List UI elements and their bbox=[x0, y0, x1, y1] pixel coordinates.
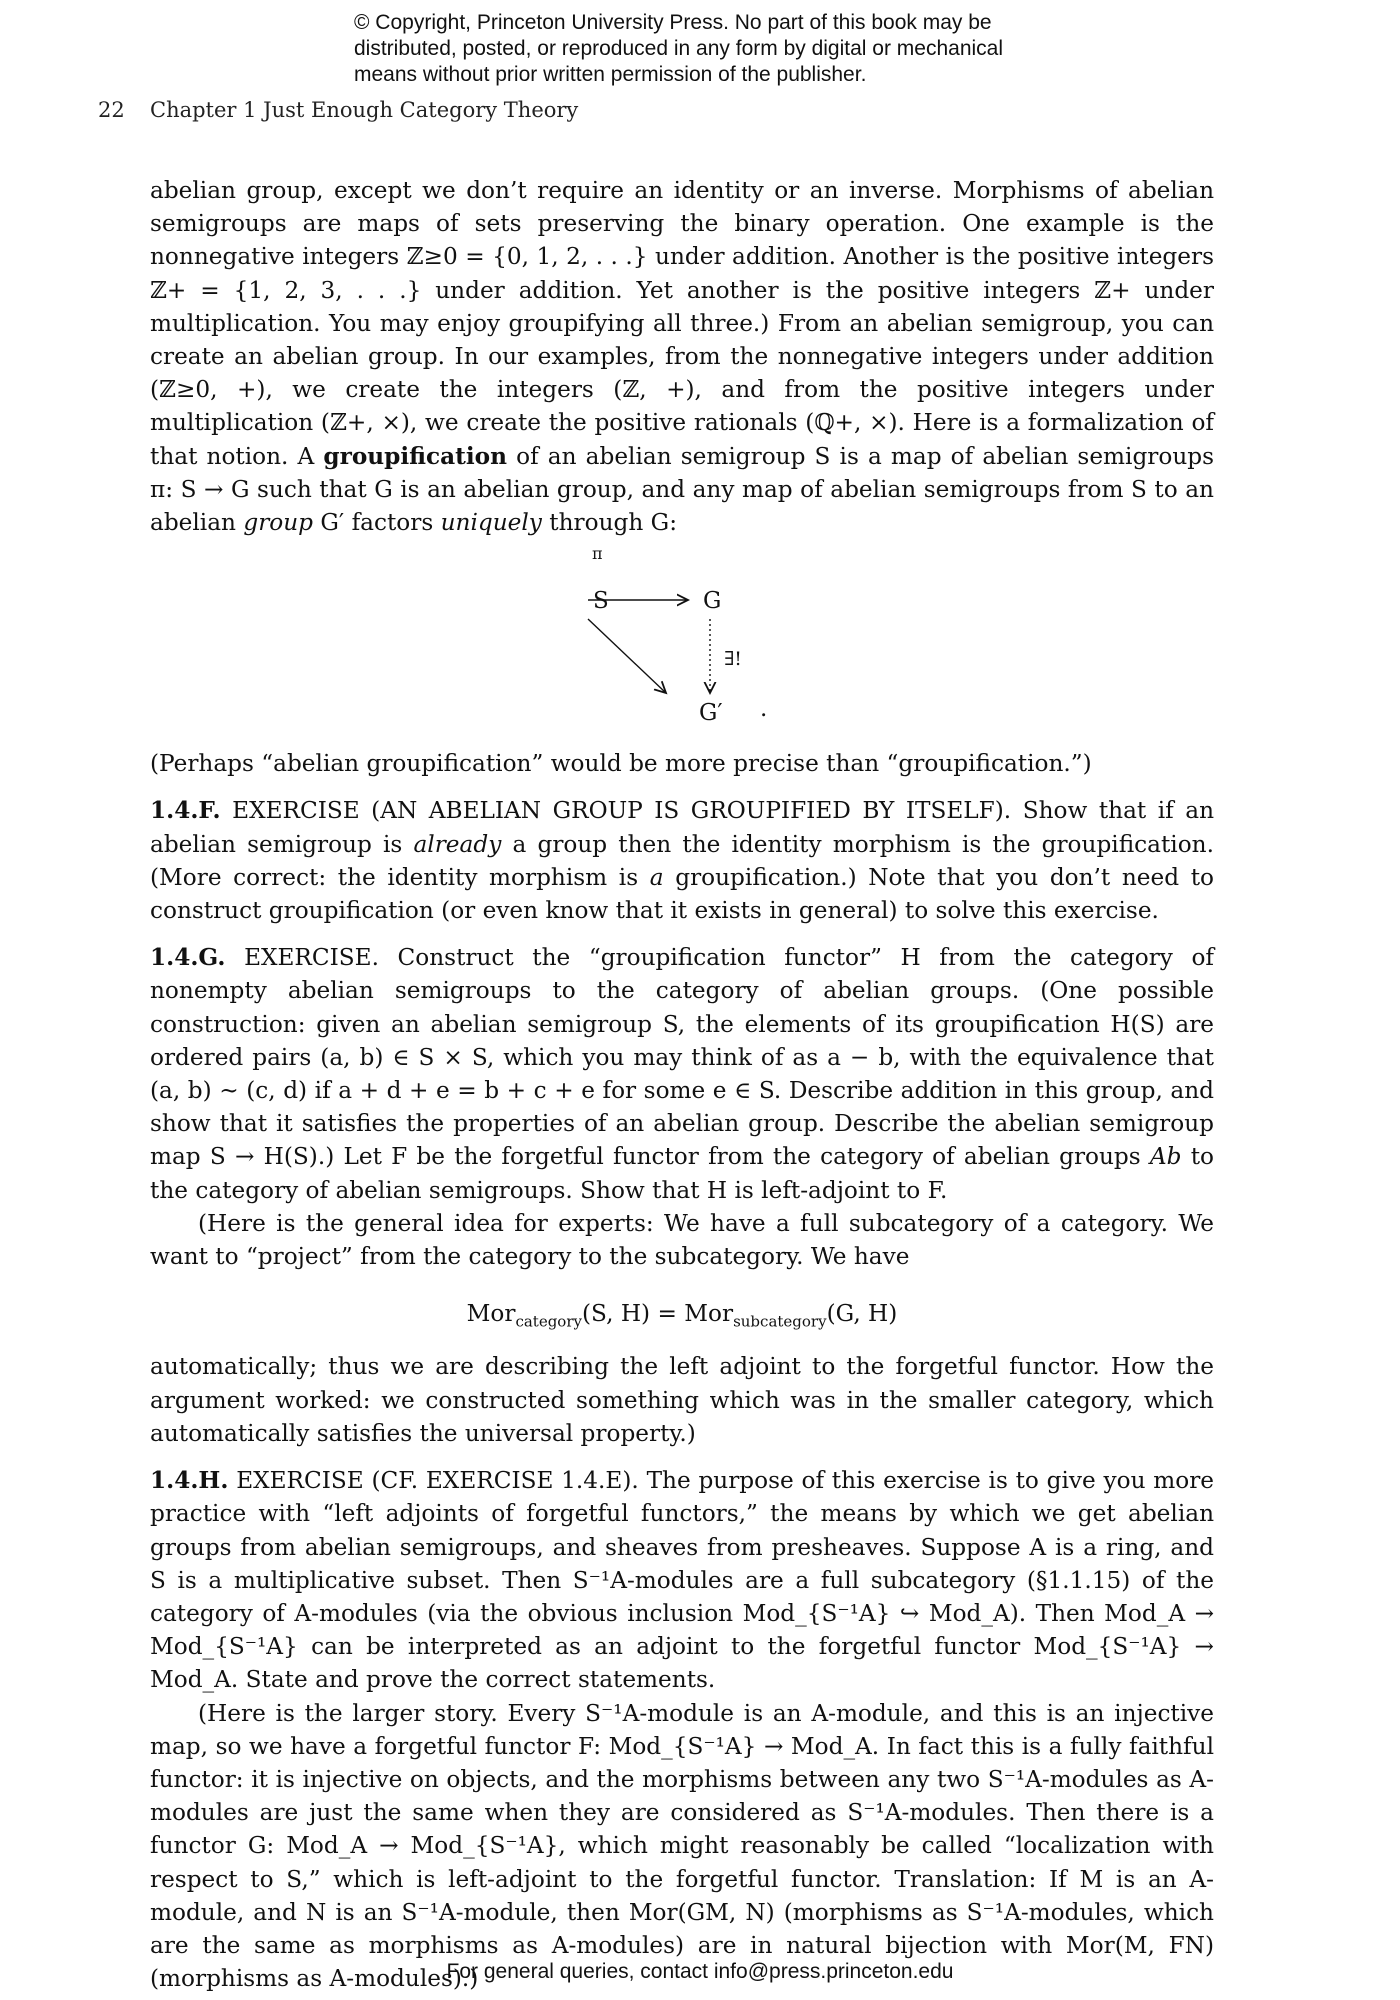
exercise-1-4-F bbox=[150, 794, 1214, 927]
eq-mor: Mor bbox=[466, 1300, 516, 1328]
diagram-arrows bbox=[150, 543, 1214, 739]
para1-text-b: of an abelian semigroup S is a map of abelian semigroups π: S → G such that G is an abelian group, and any map of abelian semigroups from S to an abelian bbox=[150, 442, 1215, 537]
exercise-text: The purpose of this exercise is to give you more practice with “left adjoints of forgetful functors,” the means by which we get abelian groups from abelian semigroups, and sheaves from presheaves. Suppose A is a ring, and S is a multiplicative subset. Then S⁻¹A-modules are a full subcategory (§1.1.15) of the category of A-modules (via the obvious inclusion Mod_{S⁻¹A} ↪ Mod_A). Then Mod_A → Mod_{S⁻¹A} can be interpreted as an adjoint to the forgetful functor Mod_{S⁻¹A} → Mod_A. State and prove the correct statements. bbox=[150, 1467, 1215, 1694]
eq-args: (S, H) = bbox=[581, 1300, 685, 1328]
paragraph-larger-story: (Here is the larger story. Every S⁻¹A-module is an A-module, and this is an injective map, so we have a forgetful functor F: Mod_{S⁻¹A} → Mod_A. In fact this is a fully faithful functor: it is injective on objects, and the morphisms between any two S⁻¹A-modules as A-modules are just the same when they are considered as S⁻¹A-modules. Then there is a functor G: Mod_A → Mod_{S⁻¹A}, which might reasonably be called “localization with respect to S,” which is left-adjoint to the forgetful functor. Translation: If M is an A-module, and N is an S⁻¹A-module, then Mor(GM, N) (morphisms as S⁻¹A-modules, which are the same as morphisms as A-modules) are in natural bijection with Mor(M, FN) (morphisms as A-modules).) bbox=[150, 1699, 1214, 1993]
arrow-diagonal bbox=[588, 619, 666, 693]
paragraph-perhaps: (Perhaps “abelian groupification” would be more precise than “groupification.”) bbox=[150, 750, 1092, 778]
main-text bbox=[150, 174, 1214, 1995]
eq-sub-category: category bbox=[515, 1312, 582, 1331]
copyright-notice: © Copyright, Princeton University Press. No part of this book may be distributed, posted, or reproduced in any form by digital or mechanical means without prior written permission of the publisher. bbox=[354, 11, 1004, 86]
node-S: S bbox=[593, 588, 609, 615]
exercise-text: groupification.) Note that you don’t need to construct groupification (or even know that it exists in general) to solve this exercise. bbox=[150, 863, 1215, 925]
exercise-1-4-G bbox=[150, 941, 1214, 1207]
exercise-title: EXERCISE (CF. EXERCISE 1.4.E). bbox=[236, 1467, 639, 1495]
display-equation bbox=[150, 1297, 1214, 1330]
exercise-1-4-H bbox=[150, 1464, 1214, 1696]
eq-sub-subcategory: subcategory bbox=[733, 1312, 827, 1331]
emph-ab: Ab bbox=[1149, 1143, 1182, 1171]
chapter-title: Chapter 1 Just Enough Category Theory bbox=[150, 98, 579, 122]
para1-text-d: through G: bbox=[549, 509, 678, 537]
label-exists-unique: ∃! bbox=[724, 648, 742, 671]
emph-uniquely: uniquely bbox=[440, 509, 542, 537]
page-number: 22 bbox=[98, 98, 125, 122]
running-head bbox=[98, 98, 578, 122]
exercise-number: 1.4.F. bbox=[150, 797, 221, 825]
diagram-period: . bbox=[760, 696, 768, 723]
label-pi: π bbox=[592, 544, 603, 564]
paragraph-experts: (Here is the general idea for experts: We have a full subcategory of a category. We want to “project” from the category to the subcategory. We have bbox=[150, 1209, 1214, 1271]
eq-args: (G, H) bbox=[826, 1300, 898, 1328]
emph-already: already bbox=[413, 830, 502, 858]
exercise-number: 1.4.H. bbox=[150, 1467, 229, 1495]
emph-group: group bbox=[243, 509, 314, 537]
node-G: G bbox=[703, 588, 722, 615]
commutative-diagram bbox=[150, 543, 1214, 739]
exercise-text: to the category of abelian semigroups. Show that H is left-adjoint to F. bbox=[150, 1143, 1214, 1204]
exercise-number: 1.4.G. bbox=[150, 944, 226, 972]
exercise-text: EXERCISE. Construct the “groupification functor” H from the category of nonempty abelian semigroups to the category of abelian groups. (One possible construction: given an abelian semigroup S, the elements of its groupification H(S) are ordered pairs (a, b) ∈ S × S, which you may think of as a − b, with the equivalence that (a, b) ∼ (c, d) if a + d + e = b + c + e for some e ∈ S. Describe addition in this group, and show that it satisfies the properties of an abelian group. Describe the abelian semigroup map S → H(S).) Let F be the forgetful functor from the category of abelian groups bbox=[150, 944, 1214, 1171]
eq-mor: Mor bbox=[684, 1300, 734, 1328]
para1-text: abelian group, except we don’t require an identity or an inverse. Morphisms of abelian semigroups are maps of sets preserving the binary operation. One example is the nonnegative integers ℤ≥0 = {0, 1, 2, . . .} under addition. Another is the positive integers ℤ+ = {1, 2, 3, . . .} under addition. Yet another is the positive integers ℤ+ under multiplication. You may enjoy groupifying all three.) From an abelian semigroup, you can create an abelian group. In our examples, from the nonnegative integers under addition (ℤ≥0, +), we create the integers (ℤ, +), and from the positive integers under multiplication (ℤ+, ×), we create the positive rationals (ℚ+, ×). Here is a formalization of that notion. A bbox=[150, 177, 1214, 470]
para1-text-c: G′ factors bbox=[320, 509, 434, 537]
footer-contact: For general queries, contact info@press.princeton.edu bbox=[446, 1960, 954, 1983]
exercise-title: EXERCISE (AN ABELIAN GROUP IS GROUPIFIED BY ITSELF). bbox=[232, 797, 1012, 825]
term-groupification: groupification bbox=[323, 442, 508, 470]
node-G-prime: G′ bbox=[699, 700, 723, 727]
exercise-text: a group then the identity morphism is the groupification. (More correct: the identity morphism is bbox=[150, 830, 1214, 891]
paragraph-semigroups bbox=[150, 174, 1214, 539]
exercise-text: Show that if an abelian semigroup is bbox=[150, 797, 1215, 858]
emph-a: a bbox=[649, 863, 664, 891]
paragraph-automatically: automatically; thus we are describing the left adjoint to the forgetful functor. How the argument worked: we constructed something which was in the smaller category, which automatically satisfies the universal property.) bbox=[150, 1353, 1214, 1447]
